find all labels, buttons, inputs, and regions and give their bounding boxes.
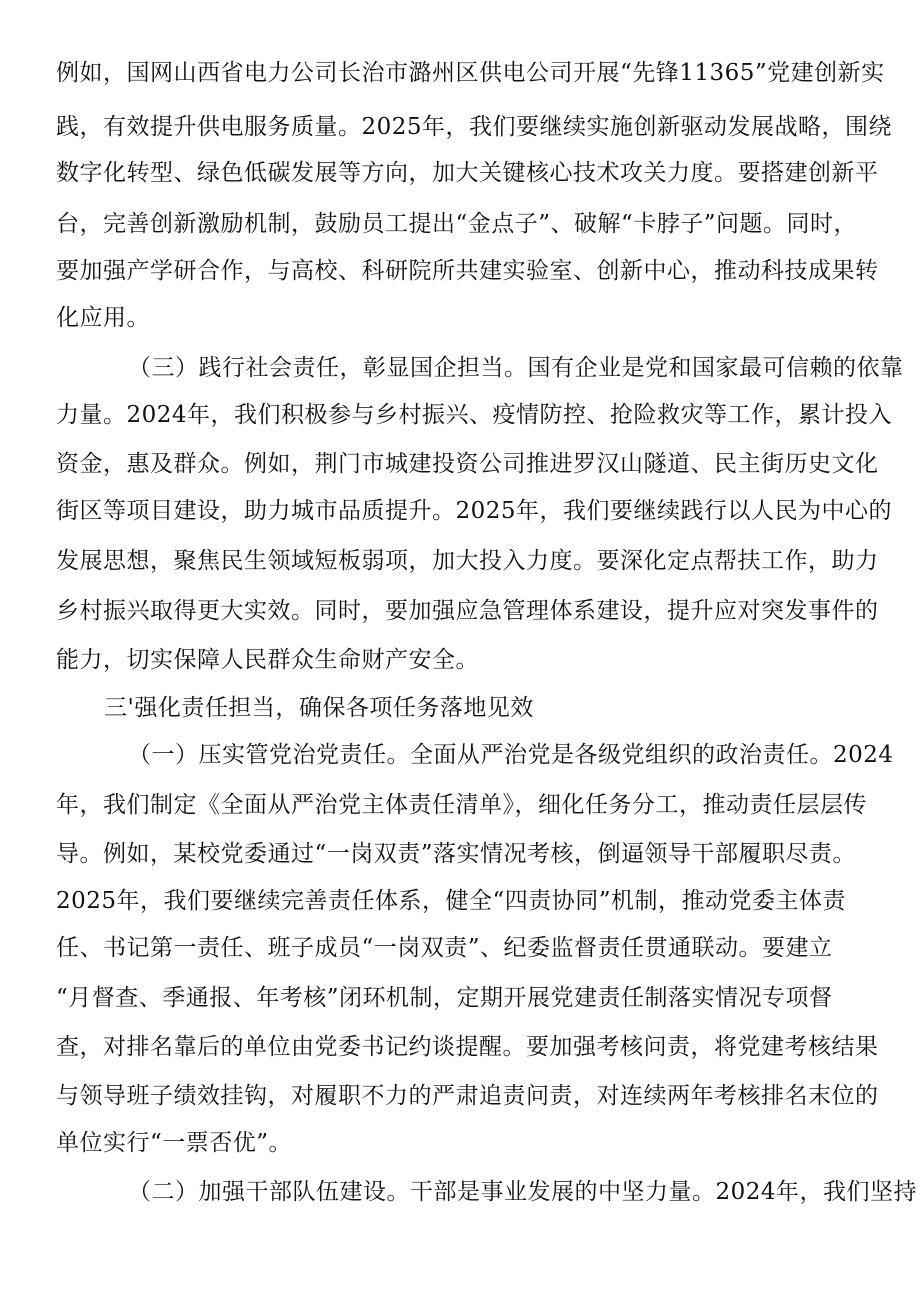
text-line: 力量。2024年，我们积极参与乡村振兴、疫情防控、抢险救灾等工作，累计投入 <box>56 402 893 428</box>
text-line: 与领导班子绩效挂钩，对履职不力的严肃追责问责，对连续两年考核排名末位的 <box>56 1083 879 1109</box>
text-line: 单位实行“一票否优”。 <box>56 1130 293 1156</box>
text-line: 能力，切实保障人民群众生命财产安全。 <box>56 647 479 673</box>
text-line: 台，完善创新激励机制，鼓励员工提出“金点子”、破解“卡脖子”问题。同时， <box>56 211 858 237</box>
text-line: 践，有效提升供电服务质量。2025年，我们要继续实施创新驱动发展战略，围绕 <box>56 114 893 140</box>
text-line: 年，我们制定《全面从严治党主体责任清单》，细化任务分工，推动责任层层传 <box>56 792 867 818</box>
text-line: 数字化转型、绿色低碳发展等方向，加大关键核心技术攻关力度。要搭建创新平 <box>56 160 879 186</box>
text-line: 资金，惠及群众。例如，荆门市城建投资公司推进罗汉山隧道、民主街历史文化 <box>56 451 879 477</box>
text-line: “月督查、季通报、年考核”闭环机制，定期开展党建责任制落实情况专项督 <box>56 985 833 1011</box>
text-line: 要加强产学研合作，与高校、科研院所共建实验室、创新中心，推动科技成果转 <box>56 258 879 284</box>
text-line: 2025年，我们要继续完善责任体系，健全“四责协同”机制，推动党委主体责 <box>56 888 847 914</box>
text-line: 查，对排名靠后的单位由党委书记约谈提醒。要加强考核问责，将党建考核结果 <box>56 1034 879 1060</box>
text-line: 发展思想，聚焦民生领域短板弱项，加大投入力度。要深化定点帮扶工作，助力 <box>56 548 879 574</box>
paragraph-start: （三）践行社会责任，彰显国企担当。国有企业是党和国家最可信赖的依靠 <box>128 355 904 381</box>
text-line: 乡村振兴取得更大实效。同时，要加强应急管理体系建设，提升应对突发事件的 <box>56 598 879 624</box>
text-line: 街区等项目建设，助力城市品质提升。2025年，我们要继续践行以人民为中心的 <box>56 498 893 524</box>
paragraph-start: （一）压实管党治党责任。全面从严治党是各级党组织的政治责任。2024 <box>128 742 894 768</box>
text-line: 化应用。 <box>56 305 150 331</box>
text-line: 任、书记第一责任、班子成员“一岗双责”、纪委监督责任贯通联动。要建立 <box>56 935 833 961</box>
text-line: 导。例如，某校党委通过“一岗双责”落实情况考核，倒逼领导干部履职尽责。 <box>56 841 857 867</box>
section-heading: 三'强化责任担当，确保各项任务落地见效 <box>104 695 534 721</box>
text-line: 例如，国网山西省电力公司长治市潞州区供电公司开展“先锋11365”党建创新实 <box>56 60 885 86</box>
paragraph-start: （二）加强干部队伍建设。干部是事业发展的中坚力量。2024年，我们坚持 <box>128 1179 918 1205</box>
